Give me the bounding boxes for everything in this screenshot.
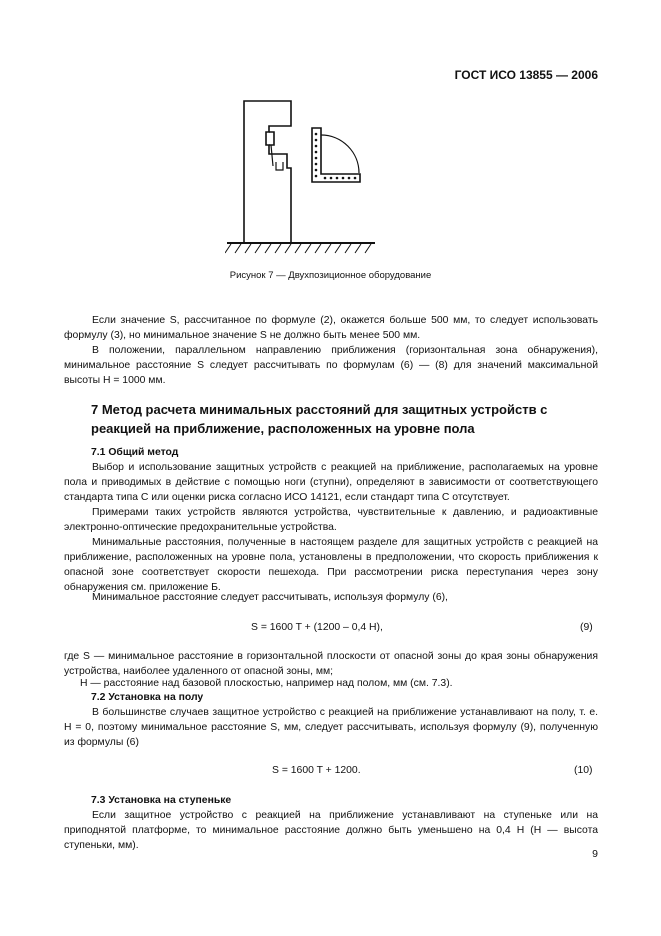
paragraph-p2: В положении, параллельном направлению приближения (горизонтальная зона обнаружения), минимальное расстояние S следует рассчитывать по формулам (6) — (8) для значений максимальной высоты H = 1000 мм.: [64, 345, 598, 386]
section-7-heading: 7 Метод расчета минимальных расстояний для защитных устройств с реакцией на приближение, расположенных на уровне пола: [91, 402, 548, 436]
paragraph-7-3-1: Если защитное устройство с реакцией на приближение устанавливают на ступеньке или на приподнятой платформе, то минимальное расстояние должно быть уменьшено на 0,4 H (H — высота ступеньки, мм).: [64, 810, 598, 851]
two-position-equipment-figure: [225, 96, 377, 258]
formula-9-number: (9): [580, 622, 593, 633]
paragraph-7-1-2: Примерами таких устройств являются устройства, чувствительные к давлению, и радиоактивные электронно-оптические предохранительные устройства.: [64, 507, 598, 533]
document-header: ГОСТ ИСО 13855 — 2006: [454, 68, 598, 82]
where-s-definition: где S — минимальное расстояние в горизонтальной плоскости от опасной зоны до края зоны обнаружения устройства, наиболее удаленного от опасной зоны, мм;: [64, 651, 598, 677]
page-number: 9: [592, 848, 598, 860]
paragraph-7-2-1: В большинстве случаев защитное устройство с реакцией на приближение устанавливают на полу, т. е. H = 0, поэтому минимальное расстояние S, мм, следует рассчитывать, используя формулу (9), полученную из формулы (6): [64, 707, 598, 748]
section-7-3-heading: 7.3 Установка на ступеньке: [91, 795, 232, 806]
where-h-definition: H — расстояние над базовой плоскостью, например над полом, мм (см. 7.3).: [80, 678, 453, 689]
figure-caption: Рисунок 7 — Двухпозиционное оборудование: [229, 270, 432, 281]
formula-9: S = 1600 T + (1200 – 0,4 H),: [251, 622, 383, 633]
formula-10-number: (10): [574, 765, 593, 776]
paragraph-7-1-1: Выбор и использование защитных устройств с реакцией на приближение, располагаемых на уровне пола и приводимых в действие с помощью ноги (ступни), определяют в зависимости от соответствующего стандарта типа С или оценки риска согласно ИСО 14121, если стандарт типа С отсутствует.: [64, 462, 598, 503]
formula-10: S = 1600 T + 1200.: [272, 765, 361, 776]
section-7-1-heading: 7.1 Общий метод: [91, 447, 179, 458]
paragraph-7-1-4: Минимальное расстояние следует рассчитывать, используя формулу (6),: [92, 592, 448, 603]
paragraph-p1: Если значение S, рассчитанное по формуле (2), окажется больше 500 мм, то следует использовать формулу (3), но минимальное значение S не должно быть менее 500 мм.: [64, 315, 598, 341]
paragraph-7-1-3: Минимальные расстояния, полученные в настоящем разделе для защитных устройств с реакцией на приближение, расположенных на уровне пола, установлены в предположении, что скорость приближения к опасной зоне соответствует скорости пешехода. При рассмотрении риска переступания через зону обнаружения см. приложение Б.: [64, 537, 598, 593]
section-7-2-heading: 7.2 Установка на полу: [91, 692, 204, 703]
